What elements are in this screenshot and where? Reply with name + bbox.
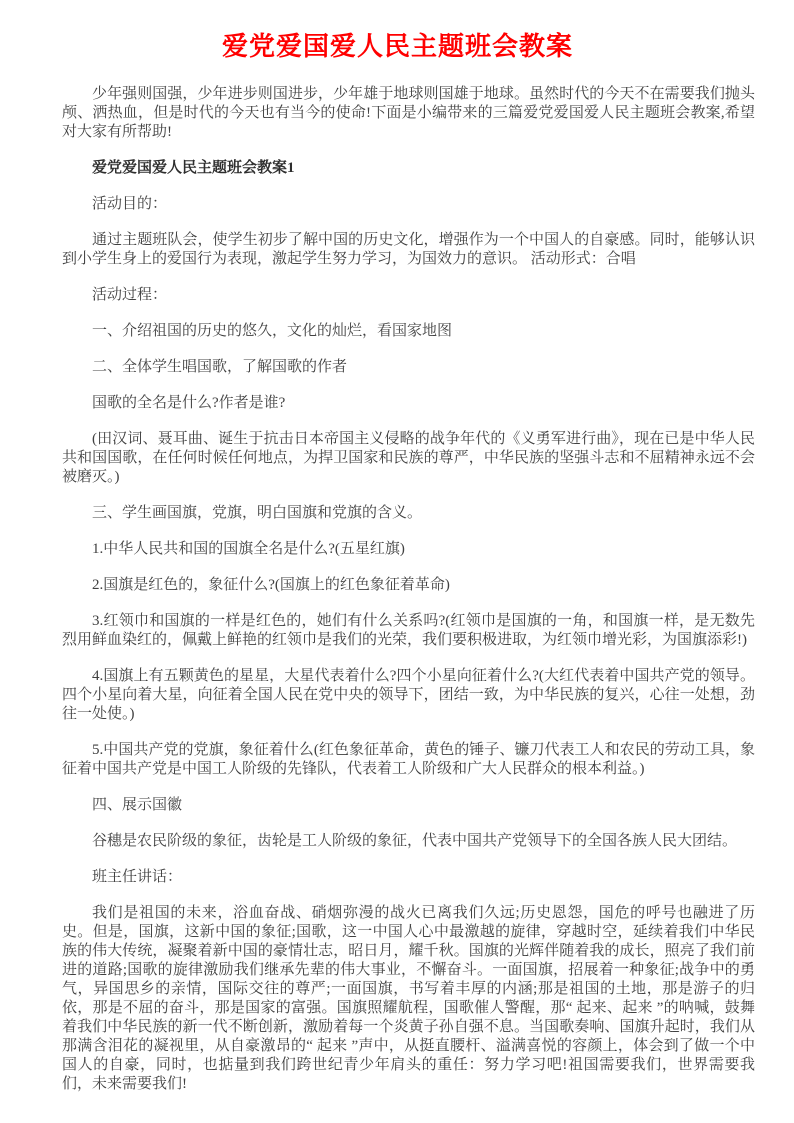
paragraph-flag-question-5: 5.中国共产党的党旗，象征着什么(红色象征革命，黄色的锤子、镰刀代表工人和农民的劳动工具，象征着中国共产党是中国工人阶级的先锋队，代表着工人阶级和广大人民群众的根本利益。) — [62, 742, 755, 777]
paragraph-teacher-speech-body: 我们是祖国的未来，浴血奋战、硝烟弥漫的战火已离我们久远;历史恩怨，国危的呼号也融进了历史。但是，国旗，这新中国的象征;国歌，这一中国人心中最激越的旋律，穿越时空，延续着我们中华民族的伟大传统，凝聚着新中国的豪情壮志，昭日月，耀千秋。国旗的光辉伴随着我的成长，照亮了我们前进的道路;国歌的旋律激励我们继承先辈的伟大事业，不懈奋斗。一面国旗，招展着一种象征;战争中的勇气，异国思乡的亲情，国际交往的尊严;一面国旗，书写着丰厚的内涵;那是祖国的土地，那是游子的归依，那是不屈的奋斗，那是国家的富强。国旗照耀航程，国歌催人警醒，那“ 起来、起来 ”的呐喊，鼓舞着我们中华民族的新一代不断创新，激励着每一个炎黄子孙自强不息。当国歌奏响、国旗升起时，我们从那满含泪花的凝视里，从自豪激昂的“ 起来 ”声中，从挺直腰杆、溢满喜悦的容颜上，体会到了做一个中国人的自豪，同时，也掂量到我们跨世纪青少年肩头的重任：努力学习吧!祖国需要我们，世界需要我们，未来需要我们! — [62, 905, 755, 1092]
paragraph-activity-process-label: 活动过程： — [92, 287, 168, 303]
paragraph-flag-question-3: 3.红领巾和国旗的一样是红色的，她们有什么关系吗?(红领巾是国旗的一角，和国旗一样，是无数先烈用鲜血染红的，佩戴上鲜艳的红领巾是我们的光荣，我们要积极进取，为红领巾增光彩，为国旗添彩!) — [62, 613, 755, 648]
paragraph-anthem-question: 国歌的全名是什么?作者是谁? — [92, 395, 286, 411]
paragraph-step-one: 一、介绍祖国的历史的悠久，文化的灿烂，看国家地图 — [92, 323, 453, 339]
paragraph-flag-question-1: 1.中华人民共和国的国旗全名是什么?(五星红旗) — [92, 541, 405, 557]
section-heading-lesson-plan-1: 爱党爱国爱人民主题班会教案1 — [92, 160, 295, 176]
paragraph-emblem-description: 谷穗是农民阶级的象征，齿轮是工人阶级的象征，代表中国共产党领导下的全国各族人民大团结。 — [92, 833, 738, 849]
paragraph-activity-purpose-body: 通过主题班队会，使学生初步了解中国的历史文化，增强作为一个中国人的自豪感。同时，能够认识到小学生身上的爱国行为表现，激起学生努力学习，为国效力的意识。 活动形式：合唱 — [62, 232, 755, 267]
paragraph-activity-purpose-label: 活动目的： — [92, 196, 168, 212]
paragraph-anthem-answer: (田汉词、聂耳曲、诞生于抗击日本帝国主义侵略的战争年代的《义勇军进行曲》，现在已是中华人民共和国国歌，在任何时候任何地点，为捍卫国家和民族的尊严，中华民族的坚强斗志和不屈精神永远不会被磨灭。) — [62, 431, 755, 485]
paragraph-flag-question-4: 4.国旗上有五颗黄色的星星，大星代表着什么?四个小星向征着什么?(大红代表着中国共产党的领导。四个小星向着大星，向征着全国人民在党中央的领导下，团结一致，为中华民族的复兴，心往一处想，劲往一处使。) — [62, 668, 755, 722]
intro-paragraph: 少年强则国强，少年进步则国进步，少年雄于地球则国雄于地球。虽然时代的今天不在需要我们抛头颅、洒热血，但是时代的今天也有当今的使命!下面是小编带来的三篇爱党爱国爱人民主题班会教案,希望对大家有所帮助! — [62, 86, 755, 140]
paragraph-step-two: 二、全体学生唱国歌，了解国歌的作者 — [92, 359, 348, 375]
paragraph-teacher-speech-label: 班主任讲话： — [92, 869, 183, 885]
document-title: 爱党爱国爱人民主题班会教案 — [221, 31, 573, 61]
paragraph-step-three: 三、学生画国旗，党旗，明白国旗和党旗的含义。 — [92, 505, 423, 521]
paragraph-flag-question-2: 2.国旗是红色的，象征什么?(国旗上的红色象征着革命) — [92, 577, 450, 593]
paragraph-step-four: 四、展示国徽 — [92, 797, 183, 813]
